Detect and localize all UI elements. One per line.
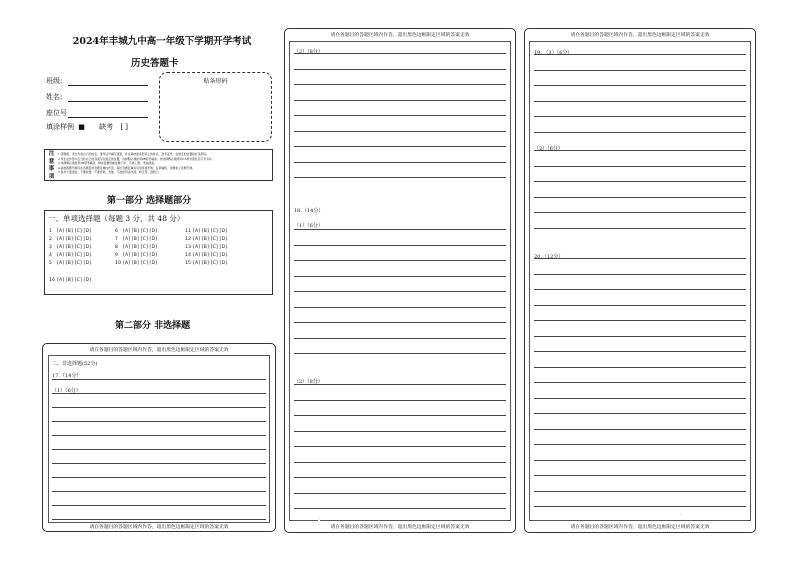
mc-options[interactable]: [A] [B] [C] [D] — [123, 245, 158, 250]
notice-line: 5.保持卡面清洁，不要折叠，不要弄破、弄皱，不准使用涂改液、修正带、刮纸刀。 — [58, 170, 162, 174]
answer-line — [294, 431, 506, 432]
q17-2-label: （2）（8分） — [294, 49, 323, 55]
mc-question-row[interactable] — [185, 229, 227, 234]
answer-line — [294, 353, 506, 354]
answer-line — [52, 379, 266, 380]
mc-question-row[interactable] — [115, 229, 157, 234]
section2-heading: 二、非选择题(52分) — [52, 361, 98, 367]
notice-line: 1.答题前，考生先将自己的姓名、准考证号填写清楚，并认真核准条形码上的姓名、准考证号，在规定的位置贴好条形码。 — [58, 152, 209, 156]
answer-line — [294, 177, 506, 178]
notice-line: 3.选择题必须使用2B铅笔填涂，修改需要用橡皮擦干净，字体工整、笔迹清楚。 — [58, 161, 157, 165]
answer-line — [294, 146, 506, 147]
seat-field[interactable] — [46, 108, 67, 118]
mc-question-number: 16 — [49, 278, 56, 283]
notice-heading-char: 注 — [48, 151, 55, 157]
answer-line — [52, 435, 266, 436]
answer-line — [534, 70, 746, 71]
answer-line — [294, 307, 506, 308]
answer-line — [294, 229, 506, 230]
answer-line — [534, 491, 746, 492]
notice-heading-char: 项 — [48, 173, 55, 180]
mc-question-row[interactable] — [115, 245, 157, 250]
answer-line — [52, 407, 266, 408]
answer-line — [294, 415, 506, 416]
mc-question-row[interactable] — [115, 261, 157, 266]
notice-text — [58, 152, 270, 175]
answer-line — [294, 131, 506, 132]
answer-line — [294, 245, 506, 246]
answer-line — [534, 212, 746, 213]
mc-question-row[interactable] — [49, 245, 91, 250]
barcode-area — [159, 72, 272, 142]
mc-question-row[interactable] — [115, 253, 157, 258]
mc-question-number: 4 — [49, 253, 53, 258]
q17-answer-area[interactable] — [48, 355, 270, 523]
class-underline — [68, 85, 148, 86]
notice-heading-char: 意 — [48, 158, 55, 165]
answer-line — [534, 54, 746, 55]
answer-line — [52, 491, 266, 492]
mc-options[interactable]: [A] [B] [C] [D] — [193, 253, 228, 258]
panel-banner-bottom: 请在各题目的答题区域内作答，超出黑色边框限定区域的答案无效 — [330, 525, 470, 530]
answer-line — [52, 477, 266, 478]
answer-line — [534, 197, 746, 198]
page-mark: - — [318, 516, 320, 521]
answer-line — [294, 115, 506, 116]
part1-title: 第一部分 选择题部分 — [107, 196, 192, 206]
q19-1-label: 19. （1）（6分） — [534, 50, 573, 56]
mc-question-row[interactable] — [49, 237, 91, 242]
q17-label: 17.（14分） — [52, 373, 82, 379]
multiple-choice-box — [44, 210, 273, 295]
absent-label: 缺考 — [99, 123, 114, 131]
answer-panel-middle — [284, 28, 516, 533]
answer-line — [294, 322, 506, 323]
answer-line — [294, 493, 506, 494]
answer-line — [534, 429, 746, 430]
answer-line — [534, 367, 746, 368]
answer-line — [534, 274, 746, 275]
notice-line: 4.请按照题号顺序在各题目的答题区域内作答，超出答题区域书写的答案无效；在草稿纸、试题卷上答题无效。 — [58, 165, 195, 170]
answer-line — [534, 85, 746, 86]
mc-question-row[interactable] — [49, 253, 91, 258]
answer-line — [534, 351, 746, 352]
page-mark: · — [680, 512, 682, 517]
answer-line — [294, 400, 506, 401]
notice-line: 2.考生在作答中应当将自己的答案写在规定的位置，选择题必须使用2B铅笔填涂；非选择题必须使用0.5毫米黑色签字笔书写。 — [58, 156, 215, 161]
answer-line — [534, 228, 746, 229]
answer-line — [294, 260, 506, 261]
q20-label: 20.（12分） — [534, 254, 564, 260]
mc-question-row[interactable] — [185, 245, 227, 250]
answer-line — [294, 276, 506, 277]
answer-line — [52, 449, 266, 450]
fill-sample-row — [46, 122, 128, 132]
answer-line — [534, 460, 746, 461]
mc-options[interactable]: [A] [B] [C] [D] — [193, 229, 228, 234]
answer-line — [52, 505, 266, 506]
mc-question-row[interactable] — [115, 237, 157, 242]
answer-line — [294, 508, 506, 509]
name-field[interactable] — [46, 92, 62, 102]
answer-line — [534, 181, 746, 182]
answer-line — [534, 132, 746, 133]
name-underline — [68, 101, 148, 102]
mc-question-number: 12 — [185, 237, 192, 242]
answer-line — [52, 393, 266, 394]
mc-question-row[interactable] — [185, 261, 227, 266]
answer-line — [52, 421, 266, 422]
right-answer-area[interactable] — [529, 41, 751, 521]
q18-2-label: （2）（8分） — [294, 379, 323, 385]
mc-question-number: 14 — [185, 253, 192, 258]
answer-line — [294, 477, 506, 478]
mc-question-number: 11 — [185, 229, 192, 234]
mc-question-row[interactable] — [185, 237, 227, 242]
answer-line — [534, 101, 746, 102]
answer-line — [534, 258, 746, 259]
mc-question-number: 8 — [115, 245, 119, 250]
mc-heading: 一、单项选择题（每题 3 分，共 48 分） — [48, 214, 185, 223]
seat-label: 座位号 — [46, 109, 67, 117]
mc-question-number: 7 — [115, 237, 119, 242]
mc-options[interactable]: [A] [B] [C] [D] — [123, 261, 158, 266]
mc-options[interactable]: [A] [B] [C] [D] — [57, 245, 92, 250]
mc-question-row[interactable] — [49, 261, 91, 266]
answer-sheet-title: 历史答题卡 — [131, 58, 179, 69]
mc-options[interactable]: [A] [B] [C] [D] — [193, 237, 228, 242]
mc-question-number: 5 — [49, 261, 53, 266]
mc-question-number: 15 — [185, 261, 192, 266]
panel-banner-bottom: 请在各题目的答题区域内作答，超出黑色边框限定区域的答案无效 — [570, 525, 710, 530]
class-field[interactable] — [46, 76, 62, 86]
mc-question-number: 3 — [49, 245, 53, 250]
answer-line — [294, 462, 506, 463]
answer-line — [534, 475, 746, 476]
q17-1-label: （1）（6分） — [52, 388, 81, 394]
answer-line — [294, 338, 506, 339]
mc-options[interactable]: [A] [B] [C] [D] — [123, 229, 158, 234]
answer-line — [534, 336, 746, 337]
panel-banner-top: 请在各题目的答题区域内作答，超出黑色边框限定区域的答案无效 — [570, 33, 710, 38]
mc-options[interactable]: [A] [B] [C] [D] — [57, 229, 92, 234]
mc-question-number: 13 — [185, 245, 192, 250]
answer-line — [294, 53, 506, 54]
mc-options[interactable]: [A] [B] [C] [D] — [57, 278, 92, 283]
mc-question-number: 9 — [115, 253, 119, 258]
absent-checkbox[interactable]: [ ] — [120, 123, 129, 131]
panel-banner-top: 请在各题目的答题区域内作答，超出黑色边框限定区域的答案无效 — [89, 348, 229, 353]
answer-line — [534, 166, 746, 167]
answer-line — [294, 100, 506, 101]
answer-line — [534, 150, 746, 151]
q18-label: 18.（14分） — [294, 208, 324, 214]
class-label: 班级: — [46, 77, 63, 85]
mc-options[interactable]: [A] [B] [C] [D] — [57, 253, 92, 258]
answer-panel-q17 — [42, 343, 276, 532]
answer-line — [294, 84, 506, 85]
answer-line — [294, 69, 506, 70]
mc-options[interactable]: [A] [B] [C] [D] — [193, 261, 228, 266]
seat-underline — [68, 117, 148, 118]
answer-line — [294, 384, 506, 385]
mc-question-number: 1 — [49, 229, 53, 234]
answer-line — [534, 413, 746, 414]
answer-line — [534, 116, 746, 117]
answer-line — [294, 291, 506, 292]
barcode-label: 贴条形码 — [203, 78, 228, 85]
mc-question-number: 6 — [115, 229, 119, 234]
q19-2-label: （2）（6分） — [534, 146, 563, 152]
answer-line — [294, 162, 506, 163]
panel-banner-top: 请在各题目的答题区域内作答，超出黑色边框限定区域的答案无效 — [330, 33, 470, 38]
name-label: 姓名: — [46, 93, 63, 101]
answer-line — [534, 398, 746, 399]
notice-heading — [48, 151, 55, 181]
answer-line — [52, 463, 266, 464]
q18-1-label: （1）（6分） — [294, 223, 323, 229]
notice-heading-char: 事 — [48, 166, 55, 172]
middle-answer-area[interactable] — [289, 41, 511, 521]
answer-line — [534, 320, 746, 321]
mc-options[interactable]: [A] [B] [C] [D] — [123, 253, 158, 258]
answer-line — [534, 289, 746, 290]
mc-options[interactable]: [A] [B] [C] [D] — [193, 245, 228, 250]
answer-line — [534, 506, 746, 507]
mc-question-row[interactable] — [49, 229, 91, 234]
mc-question-number: 10 — [115, 261, 122, 266]
mc-options[interactable]: [A] [B] [C] [D] — [57, 261, 92, 266]
answer-line — [52, 519, 266, 520]
notice-box — [44, 149, 273, 181]
part2-title: 第二部分 非选择题 — [115, 321, 191, 331]
panel-banner-bottom: 请在各题目的答题区域内作答，超出黑色边框限定区域的答案无效 — [89, 525, 229, 530]
answer-line — [534, 444, 746, 445]
answer-line — [534, 305, 746, 306]
mc-question-row[interactable] — [49, 278, 91, 283]
answer-line — [294, 446, 506, 447]
answer-panel-right — [524, 28, 756, 533]
exam-title: 2024年丰城九中高一年级下学期开学考试 — [72, 36, 252, 47]
fill-sample-mark: ■ — [78, 123, 85, 131]
mc-options[interactable]: [A] [B] [C] [D] — [57, 237, 92, 242]
mc-options[interactable]: [A] [B] [C] [D] — [123, 237, 158, 242]
mc-question-number: 2 — [49, 237, 53, 242]
fill-sample-label: 填涂样例 — [46, 123, 74, 131]
mc-question-row[interactable] — [185, 253, 227, 258]
answer-line — [534, 382, 746, 383]
